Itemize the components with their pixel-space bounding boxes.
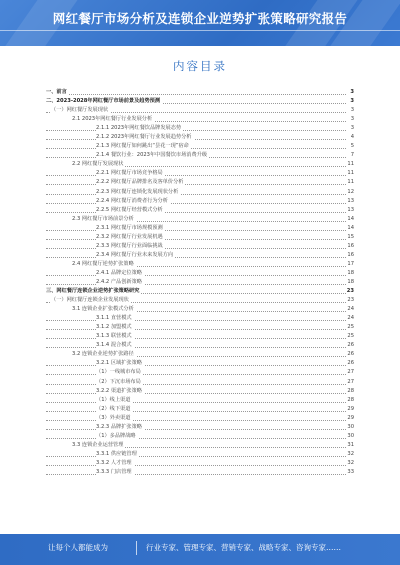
toc-entry[interactable] — [46, 224, 354, 233]
toc-entry-label: 2.2.2 网红餐厅品牌排名及客单价分析 — [96, 179, 184, 186]
toc-entry[interactable] — [46, 350, 354, 359]
toc-entry-label: 3.3.1 供应链管理 — [96, 450, 137, 457]
toc-entry[interactable] — [46, 206, 354, 215]
toc-entry-label: 3.1.1 直营模式 — [96, 315, 132, 322]
toc-leader-dots — [46, 323, 346, 330]
toc-leader-dots — [46, 169, 346, 176]
toc-entry[interactable] — [46, 260, 354, 269]
toc-entry-page: 26 — [347, 342, 354, 349]
toc-entry-label: 2.2.1 网红餐厅市场竞争格局 — [96, 170, 163, 177]
toc-leader-dots — [46, 368, 346, 375]
toc-entry[interactable] — [46, 233, 354, 242]
toc-entry-label: （一）网红餐厅连锁企业发展现状 — [51, 297, 129, 304]
toc-entry-label: 2.2.3 网红餐厅连锁化发展现状分析 — [96, 188, 179, 195]
toc-entry[interactable] — [46, 305, 354, 314]
toc-leader-dots — [46, 405, 346, 412]
toc-entry-label: （一）网红餐厅发展现状 — [51, 107, 109, 114]
toc-leader-dots — [46, 378, 346, 385]
toc-entry[interactable] — [46, 278, 354, 287]
toc-entry-label: 3.1.4 混合模式 — [96, 342, 132, 349]
toc-entry-label: 3.2.2 渠道扩张策略 — [96, 387, 142, 394]
toc-entry-page: 27 — [347, 378, 354, 385]
report-title: 网红餐厅市场分析及连锁企业逆势扩张策略研究报告 — [52, 11, 348, 26]
toc-entry-label: （2）下沉市场布局 — [96, 378, 141, 385]
toc-entry-page: 23 — [346, 288, 354, 295]
toc-entry-page: 13 — [347, 206, 354, 213]
toc-leader-dots — [46, 269, 346, 276]
toc-entry-label: 3.1.3 联营模式 — [96, 333, 132, 340]
toc-leader-dots — [46, 432, 346, 439]
toc-entry-page: 5 — [346, 142, 354, 151]
toc-entry-label: 2.1.3 网红餐厅如何跳出“昙花一现”宿命 — [96, 143, 189, 150]
toc-entry-page: 25 — [347, 324, 354, 331]
toc-entry-page: 14 — [347, 224, 354, 231]
toc-entry-page: 29 — [347, 414, 354, 421]
toc-entry-page: 28 — [347, 387, 354, 394]
toc-entry-page: 31 — [347, 441, 354, 448]
toc-leader-dots — [46, 224, 346, 231]
toc-entry-page: 3 — [346, 115, 354, 124]
toc-entry[interactable] — [46, 359, 354, 368]
toc-entry[interactable] — [46, 459, 354, 468]
toc-entry-label: 2.4.2 产品创新策略 — [96, 278, 142, 285]
toc-entry-page: 11 — [347, 170, 354, 177]
toc-entry-page: 30 — [347, 423, 354, 430]
toc-entry[interactable] — [46, 432, 354, 441]
toc-entry-page: 11 — [347, 161, 354, 168]
toc-entry[interactable] — [46, 287, 354, 296]
toc-entry-page: 30 — [347, 432, 354, 439]
toc-entry[interactable] — [46, 242, 354, 251]
toc-entry[interactable] — [46, 115, 354, 124]
toc-entry-page: 33 — [347, 468, 354, 475]
toc-leader-dots — [46, 459, 346, 466]
toc-entry-label: （3）外卖渠道 — [96, 414, 131, 421]
toc-leader-dots — [46, 387, 346, 394]
toc-entry-page: 26 — [347, 351, 354, 358]
toc-entry-label: 2.4 网红餐厅逆势扩张策略 — [72, 260, 134, 267]
toc-entry-label: 2.1.2 2023年网红餐厅行业发展趋势分析 — [96, 134, 192, 141]
banner-underline — [0, 30, 400, 31]
toc-entry-label: （1）线上渠道 — [96, 396, 131, 403]
toc-leader-dots — [46, 206, 346, 213]
toc-entry-page: 12 — [347, 188, 354, 195]
toc-entry-page: 29 — [347, 405, 354, 412]
toc-entry[interactable] — [46, 251, 354, 260]
toc-entry[interactable] — [46, 106, 354, 115]
toc-leader-dots — [46, 450, 346, 457]
toc-entry-label: 3.2 连锁企业逆势扩张路径 — [72, 351, 134, 358]
toc-entry-page: 32 — [347, 450, 354, 457]
toc-leader-dots — [46, 414, 346, 421]
toc-entry-page: 18 — [347, 278, 354, 285]
toc-entry-page: 28 — [347, 396, 354, 403]
toc-entry-label: 2.3.3 网红餐厅行业面临挑战 — [96, 242, 163, 249]
toc-entry-label: 2.1.4 餐饮行业：2023年中国餐饮市场消费升级 — [96, 152, 208, 159]
toc-entry[interactable] — [46, 332, 354, 341]
toc-entry-label: （1）多品牌战略 — [96, 432, 136, 439]
toc-entry-label: 三、网红餐厅连锁企业逆势扩张策略研究 — [46, 288, 140, 295]
toc-entry-page: 23 — [347, 297, 354, 304]
toc-entry-page: 25 — [347, 333, 354, 340]
toc-entry[interactable] — [46, 151, 354, 160]
toc-entry[interactable] — [46, 269, 354, 278]
toc-entry[interactable] — [46, 405, 354, 414]
toc-entry[interactable] — [46, 188, 354, 197]
toc-entry-label: 3.2.3 品牌扩张策略 — [96, 423, 142, 430]
toc-leader-dots — [46, 278, 346, 285]
toc-entry-label: 二、2023-2028年网红餐厅市场前景及趋势预测 — [46, 98, 161, 105]
toc-entry-label: 2.1 2023年网红餐厅行业发展分析 — [72, 116, 153, 123]
toc-entry-page: 24 — [347, 306, 354, 313]
header-banner — [0, 0, 400, 46]
toc-entry[interactable] — [46, 468, 354, 477]
toc-entry[interactable] — [46, 215, 354, 224]
toc-entry[interactable] — [46, 341, 354, 350]
toc-entry[interactable] — [46, 368, 354, 377]
toc-entry-page: 3 — [346, 88, 354, 97]
toc-leader-dots — [46, 332, 346, 339]
toc-leader-dots — [46, 242, 346, 249]
table-of-contents — [46, 88, 354, 477]
toc-entry-page: 14 — [347, 215, 354, 222]
toc-entry-page: 3 — [346, 97, 354, 106]
toc-entry-label: 一、前言 — [46, 89, 67, 95]
toc-leader-dots — [46, 197, 346, 204]
toc-entry-label: 3.3 连锁企业运营管理 — [72, 441, 124, 448]
toc-entry-label: 2.3.4 网红餐厅行业未来发展方向 — [96, 251, 174, 258]
toc-entry[interactable] — [46, 450, 354, 459]
toc-leader-dots — [46, 124, 346, 131]
toc-entry[interactable] — [46, 197, 354, 206]
toc-entry-label: 3.3.2 人才管理 — [96, 459, 132, 466]
toc-leader-dots — [46, 251, 346, 258]
toc-leader-dots — [46, 188, 346, 195]
toc-leader-dots — [46, 359, 346, 366]
toc-entry[interactable] — [46, 441, 354, 450]
toc-entry-label: 3.3.3 门店管理 — [96, 468, 132, 475]
toc-entry-label: 2.3 网红餐厅市场前景分析 — [72, 215, 134, 222]
toc-entry-page: 15 — [347, 233, 354, 240]
toc-entry-page: 17 — [347, 260, 354, 267]
toc-entry[interactable] — [46, 178, 354, 187]
toc-entry[interactable] — [46, 97, 354, 106]
toc-entry[interactable] — [46, 323, 354, 332]
toc-entry[interactable] — [46, 142, 354, 151]
toc-leader-dots — [46, 314, 346, 321]
toc-entry[interactable] — [46, 423, 354, 432]
toc-entry-label: 2.4.1 品牌定位策略 — [96, 269, 142, 276]
footer-slogan: 让每个人都能成为 — [48, 543, 108, 552]
toc-entry-page: 11 — [347, 179, 354, 186]
toc-entry-page: 3 — [346, 106, 354, 115]
footer-banner — [0, 534, 400, 565]
toc-entry-page: 13 — [347, 197, 354, 204]
toc-leader-dots — [46, 468, 346, 475]
toc-entry[interactable] — [46, 387, 354, 396]
toc-entry-label: 3.1.2 加盟模式 — [96, 324, 132, 331]
toc-entry-page: 7 — [346, 151, 354, 160]
toc-entry-label: 2.1.1 2023年网红餐饮品牌发展态势 — [96, 125, 182, 132]
toc-entry-label: 2.2.5 网红餐厅经营模式分析 — [96, 206, 163, 213]
toc-heading: 内容目录 — [173, 59, 227, 73]
footer-divider — [136, 541, 137, 555]
footer-tagline: 行业专家、管理专家、营销专家、战略专家、咨询专家…… — [146, 543, 341, 552]
toc-entry-label: 2.3.1 网红餐厅市场规模预测 — [96, 224, 163, 231]
toc-leader-dots — [46, 178, 346, 185]
toc-entry[interactable] — [46, 124, 354, 133]
toc-leader-dots — [46, 341, 346, 348]
toc-entry-label: 3.2.1 区域扩张策略 — [96, 360, 142, 367]
toc-entry-label: 2.2.4 网红餐厅消费者行为分析 — [96, 197, 168, 204]
toc-leader-dots — [46, 423, 346, 430]
toc-entry[interactable] — [46, 396, 354, 405]
toc-leader-dots — [46, 233, 346, 240]
toc-entry-label: （1）一线城市布局 — [96, 369, 141, 376]
toc-entry-page: 24 — [347, 315, 354, 322]
toc-leader-dots — [46, 133, 346, 140]
toc-entry-page: 16 — [347, 251, 354, 258]
toc-entry[interactable] — [46, 133, 354, 142]
toc-entry-page: 3 — [346, 124, 354, 133]
toc-leader-dots — [46, 88, 346, 95]
toc-entry[interactable] — [46, 88, 354, 97]
toc-leader-dots — [46, 396, 346, 403]
toc-entry[interactable] — [46, 378, 354, 387]
toc-entry-page: 4 — [346, 133, 354, 142]
toc-leader-dots — [46, 142, 346, 149]
toc-entry[interactable] — [46, 160, 354, 169]
toc-entry-label: 2.2 网红餐厅发展现状 — [72, 161, 124, 168]
toc-entry-label: 3.1 连锁企业扩张模式分析 — [72, 306, 134, 313]
toc-entry-label: （2）线下渠道 — [96, 405, 131, 412]
toc-entry-page: 26 — [347, 360, 354, 367]
toc-entry[interactable] — [46, 169, 354, 178]
toc-entry-label: 2.3.2 网红餐厅行业发展机遇 — [96, 233, 163, 240]
toc-entry-page: 27 — [347, 369, 354, 376]
toc-entry-page: 16 — [347, 242, 354, 249]
toc-entry-page: 32 — [347, 459, 354, 466]
toc-entry[interactable] — [46, 296, 354, 305]
toc-entry-page: 18 — [347, 269, 354, 276]
toc-entry[interactable] — [46, 314, 354, 323]
toc-entry[interactable] — [46, 414, 354, 423]
